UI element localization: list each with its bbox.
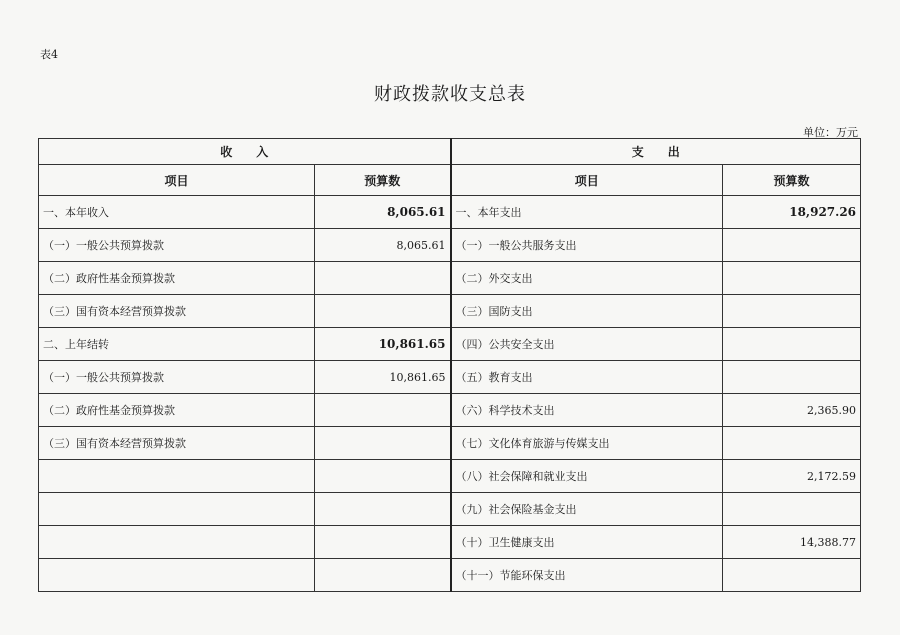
expense-item-cell: 一、本年支出 [451, 196, 723, 229]
section-header-row [39, 139, 861, 165]
page-title: 财政拨款收支总表 [374, 84, 526, 105]
expense-item-cell: （十一）节能环保支出 [451, 559, 723, 592]
expense-value-cell [723, 559, 861, 592]
income-item-cell: （一）一般公共预算拨款 [39, 361, 315, 394]
expense-item-cell: （三）国防支出 [451, 295, 723, 328]
table-row [39, 196, 861, 229]
expense-value-cell [723, 295, 861, 328]
income-value-cell [315, 493, 451, 526]
expense-item-cell: （八）社会保障和就业支出 [451, 460, 723, 493]
income-section-header: 收 入 [39, 139, 451, 165]
table-row [39, 229, 861, 262]
sheet-label: 表4 [40, 48, 58, 61]
income-value-cell: 8,065.61 [315, 229, 451, 262]
income-item-cell: （二）政府性基金预算拨款 [39, 262, 315, 295]
income-budget-header: 预算数 [315, 165, 451, 196]
income-item-cell: 二、上年结转 [39, 328, 315, 361]
income-value-cell [315, 427, 451, 460]
income-value-cell [315, 262, 451, 295]
expense-value-cell: 14,388.77 [723, 526, 861, 559]
expense-value-cell [723, 328, 861, 361]
expense-item-cell: （四）公共安全支出 [451, 328, 723, 361]
income-item-cell: 一、本年收入 [39, 196, 315, 229]
table-row [39, 394, 861, 427]
expense-value-cell [723, 361, 861, 394]
expense-item-cell: （六）科学技术支出 [451, 394, 723, 427]
expense-item-cell: （九）社会保险基金支出 [451, 493, 723, 526]
table-row [39, 262, 861, 295]
expense-item-header: 项目 [451, 165, 723, 196]
budget-table [38, 138, 861, 592]
expense-item-cell: （二）外交支出 [451, 262, 723, 295]
income-item-cell [39, 526, 315, 559]
table-row [39, 559, 861, 592]
income-item-cell: （一）一般公共预算拨款 [39, 229, 315, 262]
income-value-cell: 10,861.65 [315, 328, 451, 361]
expense-value-cell [723, 229, 861, 262]
expense-value-cell: 18,927.26 [723, 196, 861, 229]
expense-budget-header: 预算数 [723, 165, 861, 196]
expense-item-cell: （七）文化体育旅游与传媒支出 [451, 427, 723, 460]
expense-value-cell: 2,365.90 [723, 394, 861, 427]
table-row [39, 526, 861, 559]
expense-value-cell: 2,172.59 [723, 460, 861, 493]
income-value-cell [315, 559, 451, 592]
income-item-header: 项目 [39, 165, 315, 196]
table-row [39, 295, 861, 328]
expense-item-cell: （一）一般公共服务支出 [451, 229, 723, 262]
table-row [39, 361, 861, 394]
income-item-cell [39, 493, 315, 526]
income-value-cell: 10,861.65 [315, 361, 451, 394]
income-item-cell [39, 559, 315, 592]
income-value-cell [315, 394, 451, 427]
expense-section-header: 支 出 [451, 139, 861, 165]
income-item-cell: （三）国有资本经营预算拨款 [39, 427, 315, 460]
table-row [39, 328, 861, 361]
income-item-cell: （二）政府性基金预算拨款 [39, 394, 315, 427]
expense-item-cell: （五）教育支出 [451, 361, 723, 394]
income-value-cell: 8,065.61 [315, 196, 451, 229]
expense-value-cell [723, 427, 861, 460]
column-header-row [39, 165, 861, 196]
table-row [39, 427, 861, 460]
expense-value-cell [723, 262, 861, 295]
income-item-cell [39, 460, 315, 493]
expense-value-cell [723, 493, 861, 526]
income-value-cell [315, 295, 451, 328]
income-item-cell: （三）国有资本经营预算拨款 [39, 295, 315, 328]
income-value-cell [315, 460, 451, 493]
unit-label: 单位：万元 [803, 126, 858, 139]
expense-item-cell: （十）卫生健康支出 [451, 526, 723, 559]
table-row [39, 460, 861, 493]
income-value-cell [315, 526, 451, 559]
table-row [39, 493, 861, 526]
